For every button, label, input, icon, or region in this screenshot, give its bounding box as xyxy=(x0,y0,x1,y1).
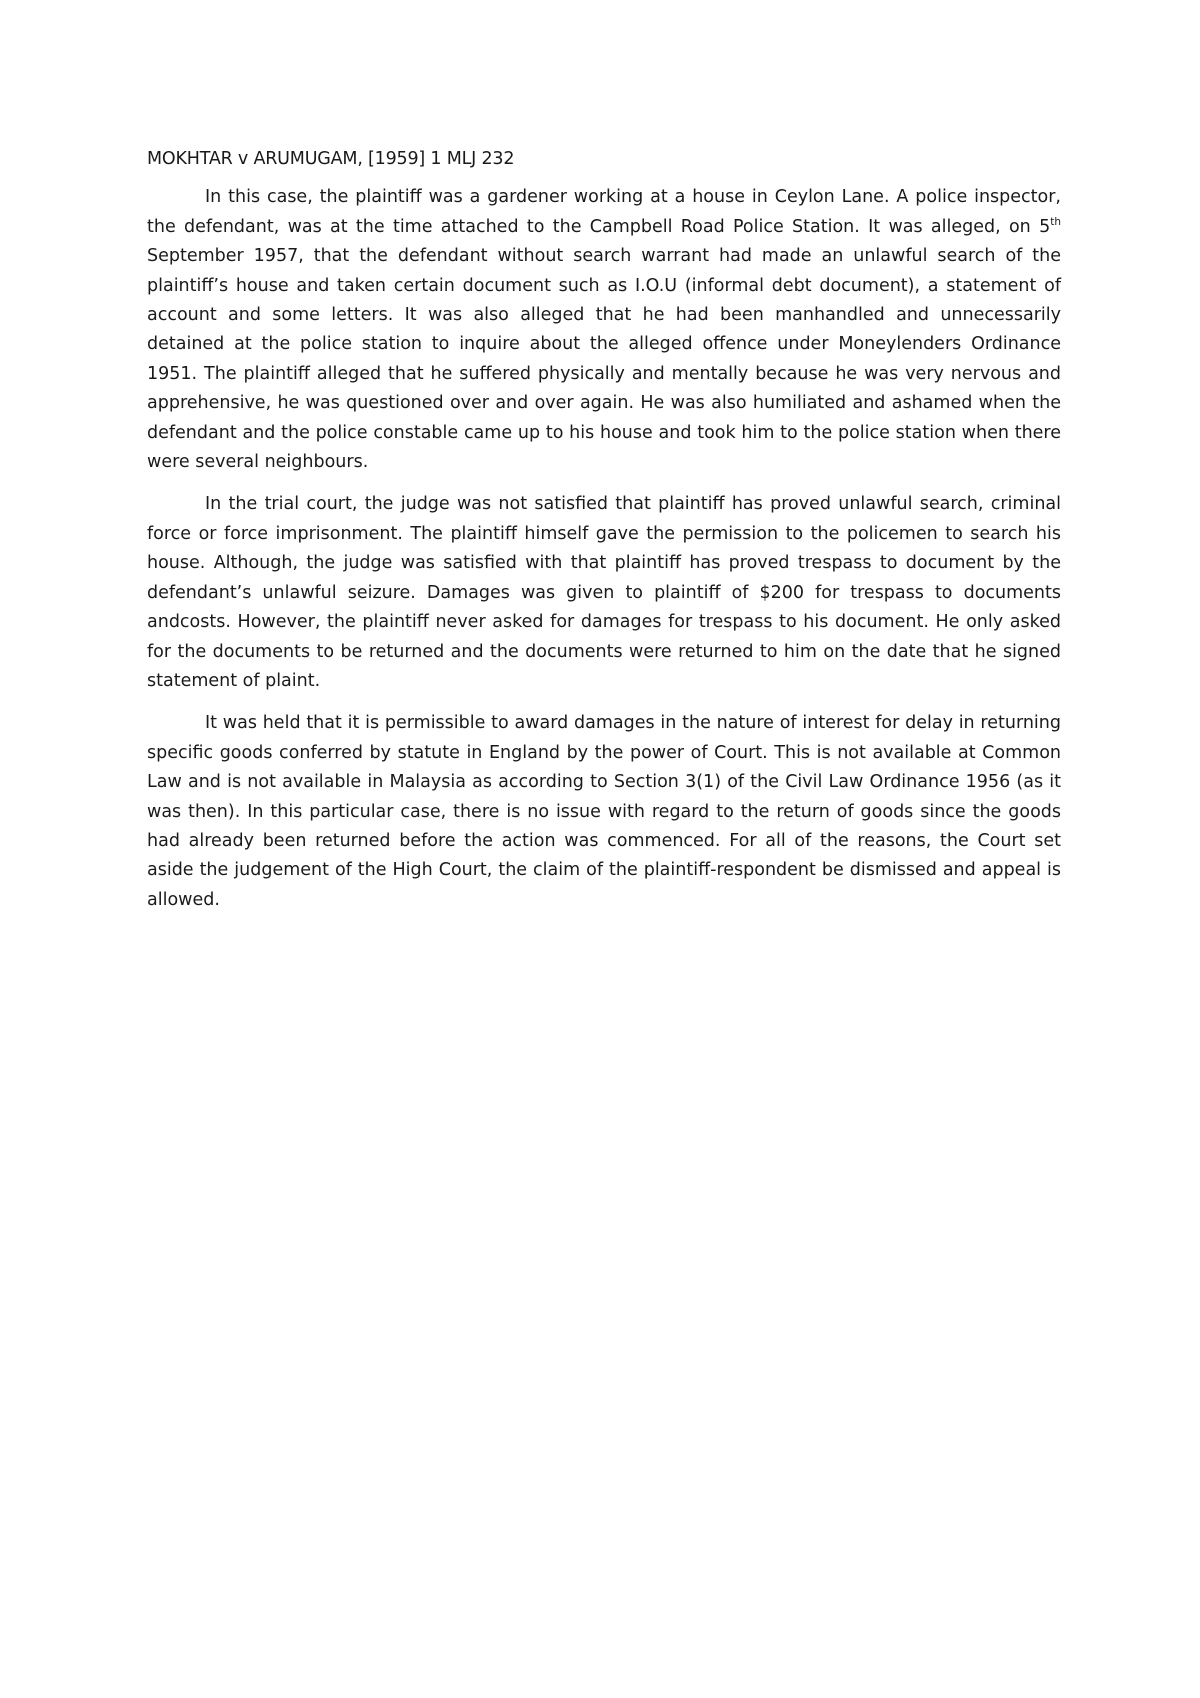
case-title: MOKHTAR v ARUMUGAM, [1959] 1 MLJ 232 xyxy=(147,149,515,169)
paragraph-facts-text-start: In this case, the plaintiff was a gardener working at a house in Ceylon Lane. A police inspector, the defendant, was at the time attached to the Campbell Road Police Station. It was alleged, on 5 xyxy=(147,187,1061,237)
document-body xyxy=(147,145,1061,928)
paragraph-trial-court: In the trial court, the judge was not satisfied that plaintiff has proved unlawful search, criminal force or force imprisonment. The plaintiff himself gave the permission to the policemen to search his house. Although, the judge was satisfied with that plaintiff has proved trespass to document by the defendant’s unlawful seizure. Damages was given to plaintiff of $200 for trespass to documents andcosts. However, the plaintiff never asked for damages for trespass to his document. He only asked for the documents to be returned and the documents were returned to him on the date that he signed statement of plaint. xyxy=(147,494,1061,691)
ordinal-suffix: th xyxy=(1050,215,1061,228)
paragraph-holding: It was held that it is permissible to award damages in the nature of interest for delay in returning specific goods conferred by statute in England by the power of Court. This is not available at Common Law and is not available in Malaysia as according to Section 3(1) of the Civil Law Ordinance 1956 (as it was then). In this particular case, there is no issue with regard to the return of goods since the goods had already been returned before the action was commenced. For all of the reasons, the Court set aside the judgement of the High Court, the claim of the plaintiff-respondent be dismissed and appeal is allowed. xyxy=(147,713,1061,910)
paragraph-facts xyxy=(147,183,1061,477)
paragraph-facts-text-end: September 1957, that the defendant without search warrant had made an unlawful search of the plaintiff’s house and taken certain document such as I.O.U (informal debt document), a statement of account and some letters. It was also alleged that he had been manhandled and unnecessarily detained at the police station to inquire about the alleged offence under Moneylenders Ordinance 1951. The plaintiff alleged that he suffered physically and mentally because he was very nervous and apprehensive, he was questioned over and over again. He was also humiliated and ashamed when the defendant and the police constable came up to his house and took him to the police station when there were several neighbours. xyxy=(147,246,1061,473)
